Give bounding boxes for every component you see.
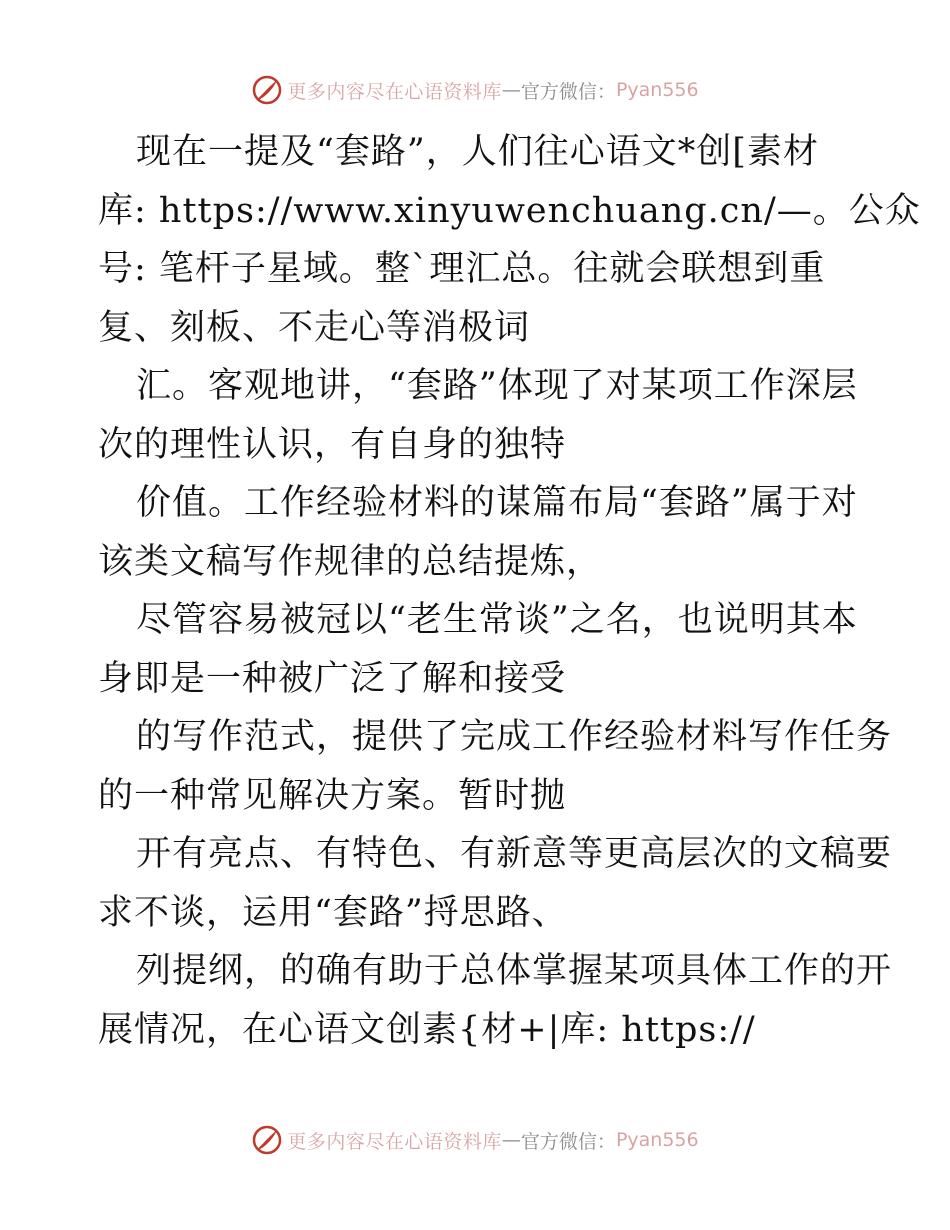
quill-logo-icon — [251, 1124, 283, 1156]
document-body — [98, 123, 921, 1059]
banner-label: 更多内容尽在心语资料库 — [287, 80, 502, 103]
text-line: 价值。工作经验材料的谋篇布局“套路”属于对 — [136, 483, 858, 523]
text-line: 尽管容易被冠以“老生常谈”之名，也说明其本 — [136, 600, 858, 640]
header-banner — [0, 70, 950, 110]
text-line: 的一种常见解决方案。暂时抛 — [98, 775, 567, 816]
banner-official: 官方微信： — [520, 1130, 616, 1153]
banner-official: 官方微信： — [520, 80, 616, 103]
banner-wechat-id: Pyan556 — [615, 1129, 699, 1151]
text-line: 该类文稿写作规律的总结提炼， — [98, 541, 603, 582]
banner-label: 更多内容尽在心语资料库 — [287, 1130, 502, 1153]
text-line: 次的理性认识，有自身的独特 — [98, 424, 567, 465]
text-line: 展情况，在心语文创素{材+|库: https:// — [98, 1009, 756, 1050]
text-line: 号: 笔杆子星域。整`理汇总。往就会联想到重 — [98, 249, 826, 289]
text-line: 汇。客观地讲，“套路”体现了对某项工作深层 — [136, 366, 858, 406]
text-line: 现在一提及“套路”，人们往心语文*创[素材 — [136, 132, 819, 172]
text-line: 开有亮点、有特色、有新意等更高层次的文稿要 — [136, 834, 893, 874]
text-line: 求不谈，运用“套路”捋思路、 — [98, 892, 568, 933]
text-line: 身即是一种被广泛了解和接受 — [98, 658, 567, 699]
text-line: 列提纲，的确有助于总体掌握某项具体工作的开 — [136, 951, 893, 991]
quill-logo-icon — [251, 74, 283, 106]
text-line: 库: https://www.xinyuwenchuang.cn/—。公众 — [98, 190, 921, 231]
text-line: 的写作范式，提供了完成工作经验材料写作任务 — [136, 717, 893, 757]
banner-dash: — — [501, 1129, 521, 1151]
banner-dash: — — [501, 79, 521, 101]
banner-wechat-id: Pyan556 — [615, 79, 699, 101]
footer-banner — [0, 1120, 950, 1160]
text-line: 复、刻板、不走心等消极词 — [98, 307, 531, 348]
